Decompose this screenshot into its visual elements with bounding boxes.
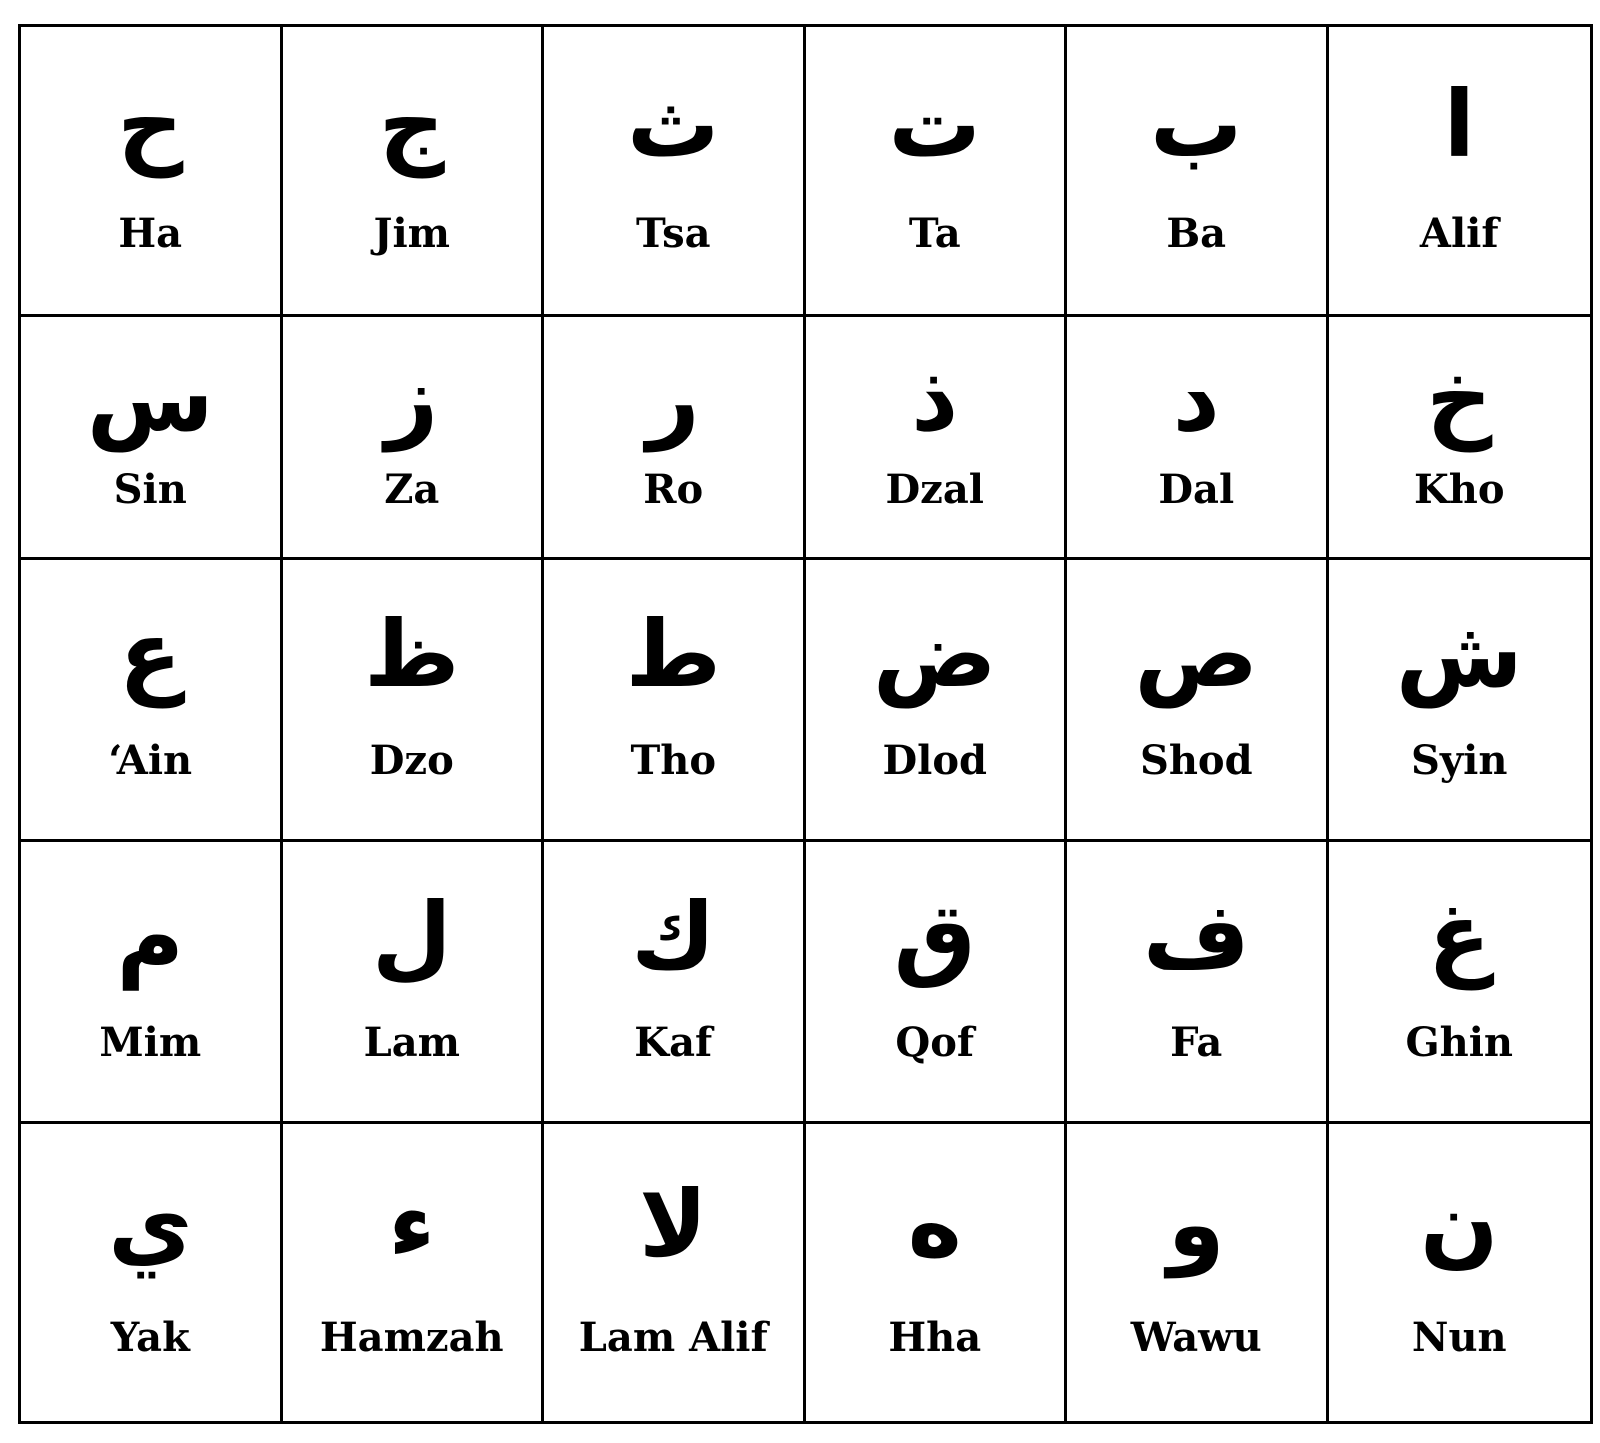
letter-name: Fa [1170,1018,1223,1066]
arabic-letter: ض [872,600,997,708]
letter-cell [1067,842,1329,1124]
letter-name: Syin [1411,736,1508,784]
letter-name: Yak [110,1313,190,1361]
letter-cell [21,1124,283,1421]
arabic-letter: و [1167,1170,1225,1278]
letter-name: Hamzah [319,1313,504,1361]
letter-cell [1067,317,1329,560]
alphabet-grid [18,24,1593,1424]
letter-cell [283,1124,545,1421]
arabic-letter: ر [646,344,700,452]
letter-name: Kaf [634,1018,713,1066]
arabic-letter: ج [378,70,445,178]
arabic-letter: ث [627,70,720,178]
letter-name: Tsa [635,209,711,257]
arabic-letter: س [86,344,214,452]
letter-cell [21,317,283,560]
letter-cell [806,842,1068,1124]
letter-cell [283,842,545,1124]
letter-name: Dlod [882,736,988,784]
letter-cell [544,317,806,560]
arabic-letter: ع [118,600,182,708]
letter-cell [283,317,545,560]
letter-name: Kho [1413,465,1505,513]
arabic-letter: ص [1134,600,1259,708]
arabic-letter: ه [907,1170,962,1278]
letter-name: ‘Ain [108,736,193,784]
arabic-letter: ش [1395,600,1523,708]
letter-cell [1067,560,1329,842]
arabic-letter: ذ [911,344,959,452]
arabic-letter: ط [625,600,722,708]
letter-name: Dzal [885,465,984,513]
letter-name: Ba [1166,209,1227,257]
letter-name: Shod [1139,736,1253,784]
arabic-letter: ت [888,70,981,178]
arabic-letter: ي [108,1170,193,1278]
arabic-letter: ح [117,70,184,178]
letter-cell [1329,317,1591,560]
letter-cell [806,317,1068,560]
arabic-letter: ب [1150,70,1243,178]
arabic-letter: ك [631,882,716,990]
arabic-letter: م [116,882,184,990]
letter-cell [283,560,545,842]
letter-cell [1329,1124,1591,1421]
arabic-letter: ل [371,882,452,990]
letter-name: Ta [908,209,961,257]
arabic-letter: ء [388,1170,436,1278]
arabic-letter: د [1172,344,1220,452]
arabic-letter: غ [1427,882,1491,990]
letter-cell [21,27,283,317]
letter-name: Ro [643,465,704,513]
letter-name: Hha [888,1313,982,1361]
arabic-letter: ف [1142,882,1250,990]
letter-name: Nun [1411,1313,1507,1361]
letter-name: Wawu [1130,1313,1262,1361]
letter-name: Ghin [1405,1018,1514,1066]
arabic-letter: لا [638,1170,708,1278]
letter-cell [806,1124,1068,1421]
letter-cell [1067,27,1329,317]
letter-cell [544,842,806,1124]
letter-cell [1329,27,1591,317]
letter-cell [1329,560,1591,842]
letter-name: Ha [118,209,183,257]
letter-name: Lam [363,1018,460,1066]
arabic-letter: ز [385,344,439,452]
letter-name: Lam Alif [578,1313,768,1361]
letter-name: Qof [895,1018,975,1066]
letter-name: Sin [113,465,187,513]
letter-cell [806,560,1068,842]
letter-name: Dzo [369,736,454,784]
letter-cell [806,27,1068,317]
letter-name: Mim [99,1018,202,1066]
arabic-letter: ق [893,882,976,990]
letter-cell [544,560,806,842]
letter-name: Za [384,465,440,513]
letter-cell [283,27,545,317]
letter-name: Alif [1419,209,1499,257]
letter-cell [21,560,283,842]
letter-cell [21,842,283,1124]
letter-name: Jim [373,209,450,257]
arabic-letter: خ [1426,344,1493,452]
letter-name: Dal [1158,465,1235,513]
arabic-letter: ن [1419,1170,1499,1278]
arabic-letter: ظ [363,600,460,708]
letter-cell [1329,842,1591,1124]
letter-cell [1067,1124,1329,1421]
arabic-letter: ا [1443,70,1476,178]
letter-cell [544,27,806,317]
letter-cell [544,1124,806,1421]
letter-name: Tho [630,736,717,784]
